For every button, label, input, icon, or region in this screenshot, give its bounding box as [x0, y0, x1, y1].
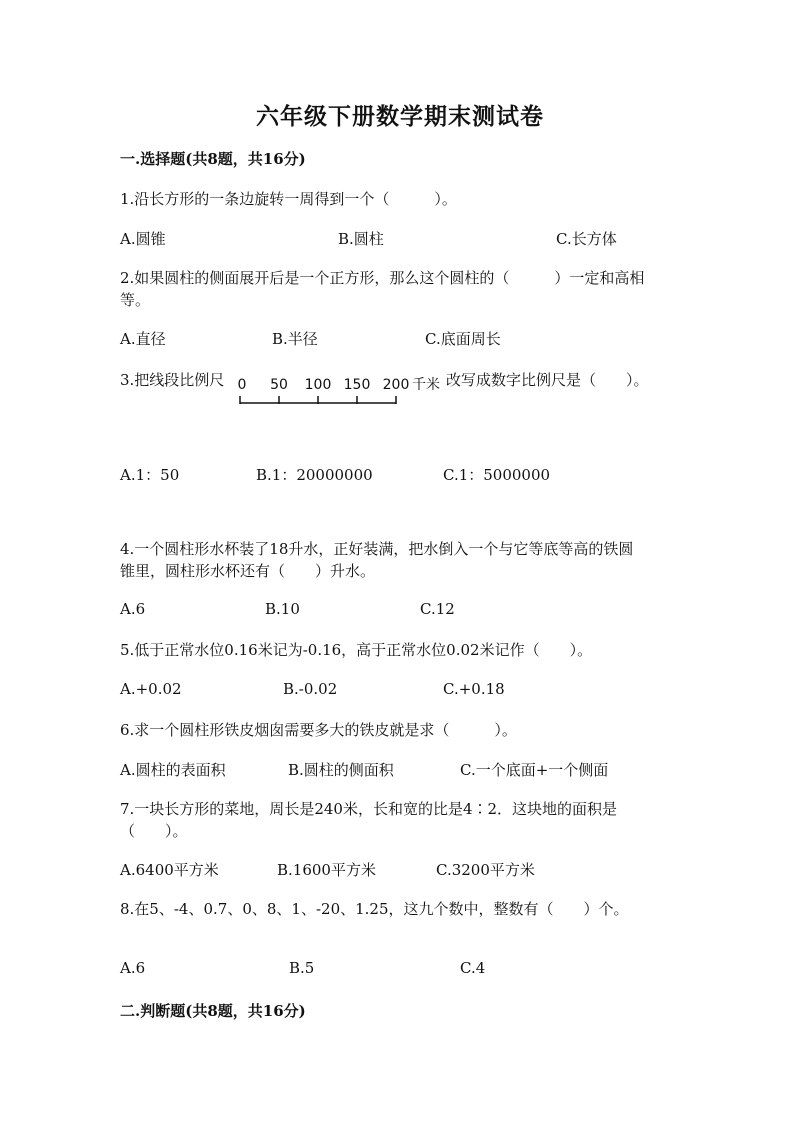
question-6-option-b: B.圆柱的侧面积	[288, 761, 394, 779]
question-1-option-c: C.长方体	[556, 230, 617, 248]
question-6-option-c: C.一个底面+一个侧面	[460, 761, 609, 779]
question-7-text-line1: 7.一块长方形的菜地，周长是240米，长和宽的比是4∶2．这块地的面积是	[120, 800, 618, 818]
question-3-text-prefix: 3.把线段比例尺	[120, 371, 225, 389]
line-segment-scale-figure	[232, 372, 447, 410]
question-3-text-suffix: 改写成数字比例尺是（ ）。	[446, 371, 649, 389]
question-8-option-c: C.4	[460, 959, 486, 977]
question-1-text: 1.沿长方形的一条边旋转一周得到一个（ ）。	[120, 190, 457, 208]
question-3-option-c: C.1：5000000	[443, 466, 551, 484]
question-7-text-line2: （ ）。	[120, 822, 188, 840]
question-8-option-b: B.5	[289, 959, 315, 977]
question-6-text: 6.求一个圆柱形铁皮烟囱需要多大的铁皮就是求（ ）。	[120, 721, 517, 739]
question-7-option-b: B.1600平方米	[277, 861, 376, 879]
question-8-option-a: A.6	[120, 959, 146, 977]
scale-unit: 千米	[412, 377, 440, 393]
question-4-option-a: A.6	[120, 600, 146, 618]
question-1-option-b: B.圆柱	[338, 230, 384, 248]
question-5-option-a: A.+0.02	[120, 680, 182, 698]
question-3-option-a: A.1：50	[120, 466, 180, 484]
question-3-option-b: B.1：20000000	[256, 466, 373, 484]
question-2-option-b: B.半径	[272, 330, 318, 348]
scale-label-0: 0	[237, 377, 247, 393]
question-8-text: 8.在5、-4、0.7、0、8、1、-20、1.25，这九个数中，整数有（ ）个。	[120, 900, 629, 918]
question-4-text-line1: 4.一个圆柱形水杯装了18升水，正好装满，把水倒入一个与它等底等高的铁圆	[120, 540, 634, 558]
scale-label-150: 150	[343, 377, 371, 393]
question-2-text-line2: 等。	[120, 291, 151, 309]
question-4-option-c: C.12	[420, 600, 455, 618]
question-7-option-a: A.6400平方米	[120, 861, 219, 879]
page-title: 六年级下册数学期末测试卷	[256, 103, 544, 130]
question-2-option-c: C.底面周长	[425, 330, 501, 348]
question-4-text-line2: 锥里，圆柱形水杯还有（ ）升水。	[120, 562, 376, 580]
scale-label-200: 200	[382, 377, 410, 393]
question-7-option-c: C.3200平方米	[436, 861, 535, 879]
question-4-option-b: B.10	[265, 600, 300, 618]
section-heading-choice: 一.选择题(共8题，共16分)	[120, 150, 306, 168]
section-heading-judgement: 二.判断题(共8题，共16分)	[120, 1002, 306, 1020]
question-1-option-a: A.圆锥	[120, 230, 166, 248]
question-2-option-a: A.直径	[120, 330, 166, 348]
scale-label-100: 100	[304, 377, 332, 393]
question-5-text: 5.低于正常水位0.16米记为-0.16，高于正常水位0.02米记作（ ）。	[120, 641, 593, 659]
question-5-option-b: B.-0.02	[283, 680, 338, 698]
question-2-text-line1: 2.如果圆柱的侧面展开后是一个正方形，那么这个圆柱的（ ）一定和高相	[120, 269, 645, 287]
question-6-option-a: A.圆柱的表面积	[120, 761, 226, 779]
scale-label-50: 50	[270, 377, 288, 393]
question-5-option-c: C.+0.18	[443, 680, 505, 698]
